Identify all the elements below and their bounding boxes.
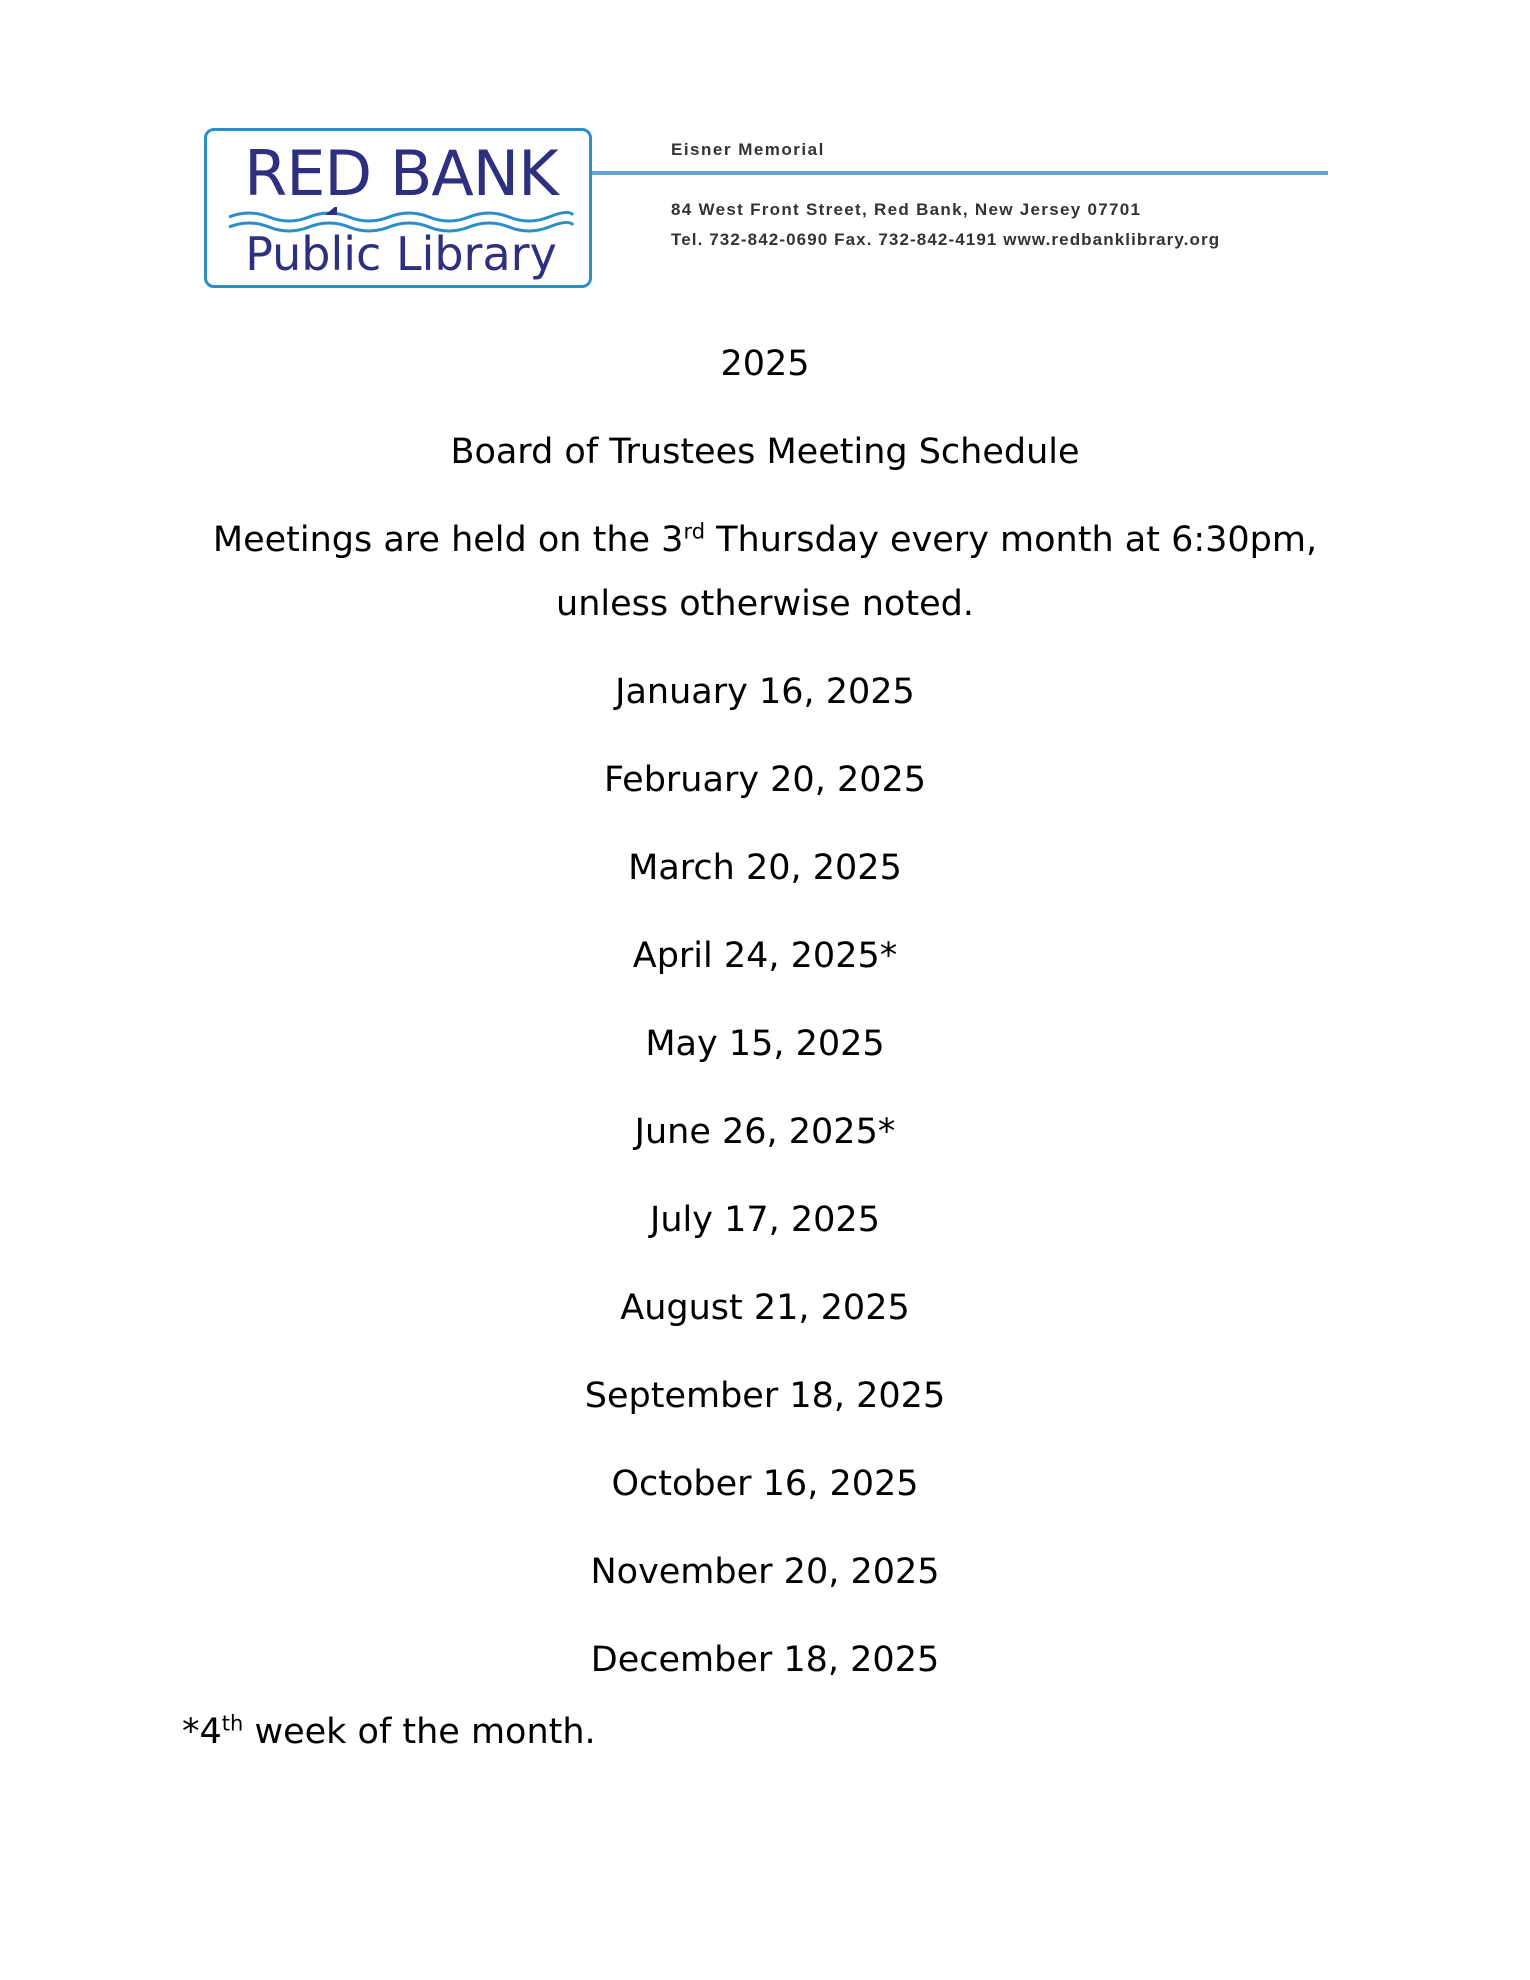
logo-red-bank: RED BANK — [244, 137, 558, 210]
meeting-date: February 20, 2025 — [603, 760, 927, 800]
intro-text-b: Thursday every month at 6:30pm, — [705, 520, 1318, 560]
meeting-date: November 20, 2025 — [590, 1552, 940, 1592]
footnote-text-a: *4 — [182, 1712, 222, 1752]
memorial-name: Eisner Memorial — [671, 140, 825, 159]
logo-public-library: Public Library — [245, 227, 557, 281]
library-logo — [204, 128, 592, 288]
library-contact: Tel. 732-842-0690 Fax. 732-842-4191 www.redbanklibrary.org — [671, 230, 1221, 249]
intro-line-1 — [0, 518, 1530, 562]
intro-ordinal: rd — [683, 519, 706, 544]
meeting-date: July 17, 2025 — [650, 1200, 880, 1240]
meeting-date: March 20, 2025 — [628, 848, 902, 888]
schedule-year: 2025 — [720, 344, 810, 384]
meeting-date: April 24, 2025* — [632, 936, 898, 976]
intro-text-a: Meetings are held on the 3 — [212, 520, 684, 560]
meeting-date: December 18, 2025 — [590, 1640, 940, 1680]
library-address: 84 West Front Street, Red Bank, New Jersey 07701 — [671, 200, 1142, 219]
footnote-ordinal: th — [221, 1711, 244, 1736]
meeting-date: January 16, 2025 — [615, 672, 915, 712]
meeting-date: June 26, 2025* — [634, 1112, 896, 1152]
intro-line-2: unless otherwise noted. — [556, 584, 974, 624]
letterhead — [0, 0, 1530, 320]
meeting-date: August 21, 2025 — [620, 1288, 910, 1328]
letterhead-divider — [592, 171, 1328, 175]
meeting-date: October 16, 2025 — [611, 1464, 919, 1504]
footnote-text-b: week of the month. — [243, 1712, 596, 1752]
meeting-date: September 18, 2025 — [584, 1376, 946, 1416]
meeting-date: May 15, 2025 — [645, 1024, 885, 1064]
page-title: Board of Trustees Meeting Schedule — [450, 432, 1080, 472]
footnote — [182, 1710, 596, 1754]
